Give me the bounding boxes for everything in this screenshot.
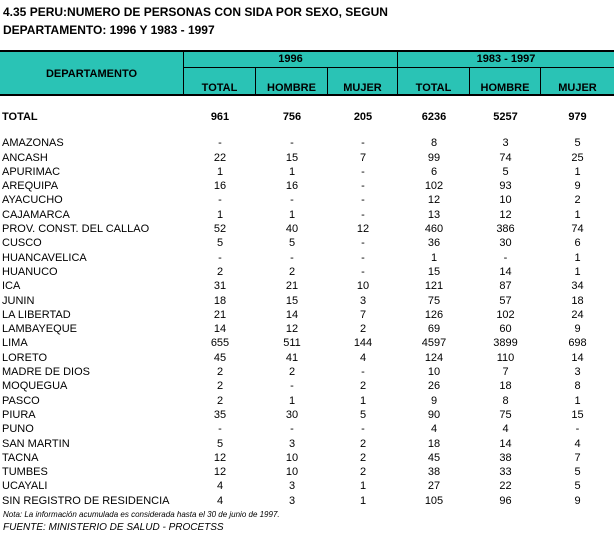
table-cell: 1 — [574, 394, 581, 407]
footnote: Nota: La información acumulada es considerada hasta el 30 de junio de 1997. — [3, 510, 280, 519]
table-cell: 30 — [499, 237, 512, 250]
table-cell: - — [361, 194, 365, 207]
table-cell: 655 — [210, 337, 230, 350]
table-cell: 27 — [427, 480, 441, 493]
table-cell: 18 — [499, 380, 512, 393]
department-name: TUMBES — [2, 466, 48, 479]
table-cell: - — [361, 208, 365, 221]
table-row — [0, 294, 614, 308]
table-cell: 3 — [574, 366, 581, 379]
table-cell: 2 — [288, 366, 296, 379]
table-row — [0, 394, 614, 408]
table-cell: 52 — [213, 223, 227, 236]
table-cell: - — [290, 380, 294, 393]
department-name: LIMA — [2, 337, 28, 350]
table-cell: - — [290, 423, 294, 436]
table-cell: 93 — [499, 180, 512, 193]
table-cell: 460 — [424, 223, 444, 236]
table-cell: - — [218, 194, 222, 207]
table-cell: 126 — [424, 308, 444, 321]
table-cell: 2 — [359, 437, 367, 450]
table-cell: 14 — [213, 323, 227, 336]
table-cell: 45 — [213, 351, 227, 364]
table-row — [0, 408, 614, 422]
table-cell: 3 — [288, 494, 296, 507]
table-cell: 21 — [285, 280, 299, 293]
table-row — [0, 365, 614, 379]
table-row — [0, 379, 614, 393]
table-row — [0, 308, 614, 322]
table-cell: 45 — [427, 451, 441, 464]
table-cell: 1 — [574, 165, 581, 178]
table-cell: - — [290, 194, 294, 207]
table-cell: 1 — [359, 494, 367, 507]
table-cell: 1 — [359, 394, 367, 407]
table-cell: 1 — [574, 265, 581, 278]
table-cell: - — [361, 423, 365, 436]
table-cell: 1 — [574, 208, 581, 221]
table-cell: 60 — [499, 323, 512, 336]
department-name: MOQUEGUA — [2, 380, 68, 393]
table-title-line-1: 4.35 PERU:NUMERO DE PERSONAS CON SIDA POR SEXO, SEGUN — [3, 5, 388, 19]
table-cell: 6 — [574, 237, 581, 250]
table-cell: 4 — [359, 351, 367, 364]
table-cell: 5 — [574, 466, 581, 479]
table-row — [0, 179, 614, 193]
department-name: JUNIN — [2, 294, 35, 307]
table-cell: 15 — [427, 265, 441, 278]
table-row — [0, 136, 614, 150]
table-cell: 2 — [216, 380, 224, 393]
table-cell: 33 — [499, 466, 512, 479]
table-cell: 10 — [285, 451, 299, 464]
department-name: PASCO — [2, 394, 40, 407]
table-cell: 10 — [499, 194, 512, 207]
table-cell: 36 — [427, 237, 441, 250]
table-cell: - — [361, 251, 365, 264]
total-1996-total: 961 — [210, 111, 230, 123]
table-cell: 18 — [427, 437, 441, 450]
department-name: SIN REGISTRO DE RESIDENCIA — [2, 494, 170, 507]
table-cell: 22 — [499, 480, 512, 493]
table-row — [0, 208, 614, 222]
table-cell: 90 — [427, 408, 441, 421]
header-group-1983-1997: 1983 - 1997 — [476, 53, 536, 65]
table-row — [0, 193, 614, 207]
table-cell: 18 — [571, 294, 584, 307]
table-cell: - — [575, 423, 580, 436]
header-mujer-1996: MUJER — [343, 82, 382, 94]
table-row — [0, 236, 614, 250]
department-name: LAMBAYEQUE — [2, 323, 77, 336]
table-cell: - — [361, 237, 365, 250]
table-row — [0, 336, 614, 350]
total-1996-mujer: 205 — [353, 111, 373, 123]
table-cell: 7 — [359, 308, 367, 321]
table-cell: 10 — [285, 466, 299, 479]
department-name: LORETO — [2, 351, 48, 364]
table-cell: 34 — [571, 280, 584, 293]
department-name: ICA — [2, 280, 21, 293]
table-cell: 5 — [359, 408, 367, 421]
header-total-1983-1997: TOTAL — [415, 82, 452, 94]
spacer-row — [0, 124, 614, 136]
table-cell: 8 — [430, 137, 438, 150]
table-cell: 35 — [213, 408, 227, 421]
table-row — [0, 451, 614, 465]
table-cell: 40 — [285, 223, 299, 236]
table-cell: 5 — [216, 237, 224, 250]
table-cell: 5 — [574, 480, 581, 493]
table-cell: 1 — [288, 208, 296, 221]
table-cell: 38 — [427, 466, 441, 479]
table-cell: 15 — [285, 151, 299, 164]
table-cell: 15 — [285, 294, 299, 307]
table-cell: 41 — [285, 351, 299, 364]
table-cell: 3899 — [493, 337, 518, 350]
table-cell: 13 — [427, 208, 441, 221]
table-cell: 1 — [359, 480, 367, 493]
table-cell: 7 — [502, 366, 509, 379]
table-row — [0, 494, 614, 508]
table-cell: 25 — [571, 151, 584, 164]
table-cell: 4 — [502, 423, 509, 436]
table-cell: 14 — [571, 351, 584, 364]
table-cell: 4 — [216, 494, 224, 507]
total-acum-total: 6236 — [421, 111, 447, 123]
table-cell: 99 — [427, 151, 441, 164]
table-cell: 2 — [216, 265, 224, 278]
table-cell: 21 — [213, 308, 227, 321]
table-cell: 87 — [499, 280, 512, 293]
table-cell: 2 — [359, 323, 367, 336]
department-name: LA LIBERTAD — [2, 308, 71, 321]
header-hombre-1983-1997: HOMBRE — [480, 82, 530, 94]
table-cell: 110 — [496, 351, 515, 364]
table-row — [0, 279, 614, 293]
total-acum-mujer: 979 — [568, 111, 587, 123]
table-cell: 12 — [499, 208, 512, 221]
table-cell: 102 — [496, 308, 515, 321]
table-row — [0, 351, 614, 365]
table-row — [0, 422, 614, 436]
table-cell: 9 — [574, 180, 581, 193]
table-cell: 105 — [424, 494, 444, 507]
table-cell: 2 — [216, 394, 224, 407]
table-cell: 22 — [213, 151, 227, 164]
table-cell: 38 — [499, 451, 512, 464]
table-cell: 1 — [288, 165, 296, 178]
table-cell: 12 — [285, 323, 299, 336]
table-cell: 14 — [499, 437, 512, 450]
table-cell: 2 — [359, 466, 367, 479]
table-cell: - — [361, 165, 365, 178]
table-cell: 15 — [571, 408, 584, 421]
table-cell: 1 — [216, 165, 224, 178]
table-cell: 10 — [427, 366, 441, 379]
table-cell: 3 — [288, 437, 296, 450]
table-header — [0, 50, 614, 96]
table-row — [0, 479, 614, 493]
table-cell: 31 — [213, 280, 227, 293]
department-name: HUANUCO — [2, 265, 58, 278]
table-row — [0, 265, 614, 279]
table-cell: - — [361, 180, 365, 193]
table-cell: 4597 — [421, 337, 447, 350]
table-cell: 75 — [427, 294, 441, 307]
table-cell: 12 — [427, 194, 441, 207]
department-name: PUNO — [2, 423, 34, 436]
table-cell: 12 — [213, 466, 227, 479]
table-cell: 14 — [285, 308, 299, 321]
department-name: AREQUIPA — [2, 180, 59, 193]
department-name: AYACUCHO — [2, 194, 63, 207]
table-cell: 96 — [499, 494, 512, 507]
table-row — [0, 465, 614, 479]
department-name: MADRE DE DIOS — [2, 366, 91, 379]
table-cell: 5 — [574, 137, 581, 150]
table-cell: 4 — [574, 437, 581, 450]
data-table — [0, 110, 614, 508]
table-row — [0, 151, 614, 165]
header-total-1996: TOTAL — [201, 82, 238, 94]
table-row — [0, 165, 614, 179]
table-cell: 7 — [359, 151, 367, 164]
table-cell: 4 — [216, 480, 224, 493]
table-cell: - — [290, 251, 294, 264]
total-label: TOTAL — [2, 111, 38, 123]
table-cell: 7 — [574, 451, 581, 464]
department-name: ANCASH — [2, 151, 48, 164]
table-cell: 30 — [285, 408, 299, 421]
table-cell: 3 — [359, 294, 367, 307]
department-name: HUANCAVELICA — [2, 251, 87, 264]
table-cell: - — [503, 251, 508, 264]
header-departamento: DEPARTAMENTO — [45, 68, 138, 80]
table-cell: 26 — [427, 380, 441, 393]
table-cell: 75 — [499, 408, 512, 421]
table-cell: - — [361, 265, 365, 278]
source-line: FUENTE: MINISTERIO DE SALUD - PROCETSS — [3, 522, 224, 533]
table-cell: 2 — [288, 265, 296, 278]
table-cell: - — [218, 251, 222, 264]
department-name: CUSCO — [2, 237, 42, 250]
table-cell: 6 — [430, 165, 438, 178]
table-cell: 4 — [430, 423, 438, 436]
department-name: PIURA — [2, 408, 36, 421]
table-cell: 8 — [502, 394, 509, 407]
table-cell: 3 — [502, 137, 509, 150]
table-cell: 102 — [424, 180, 444, 193]
table-cell: 16 — [213, 180, 227, 193]
department-name: TACNA — [2, 451, 39, 464]
table-cell: - — [361, 137, 365, 150]
table-cell: 5 — [216, 437, 224, 450]
table-cell: 12 — [213, 451, 227, 464]
total-row — [0, 110, 614, 124]
department-name: SAN MARTIN — [2, 437, 70, 450]
table-cell: 3 — [288, 480, 296, 493]
department-name: AMAZONAS — [2, 137, 64, 150]
table-title-line-2: DEPARTAMENTO: 1996 Y 1983 - 1997 — [3, 23, 215, 37]
table-cell: 5 — [502, 165, 509, 178]
table-cell: 5 — [288, 237, 296, 250]
table-cell: - — [361, 366, 365, 379]
table-cell: 12 — [356, 223, 370, 236]
table-cell: 69 — [427, 323, 441, 336]
table-cell: 74 — [499, 151, 512, 164]
table-cell: 386 — [496, 223, 515, 236]
table-cell: 2 — [359, 380, 367, 393]
total-acum-hombre: 5257 — [493, 111, 518, 123]
table-cell: - — [218, 137, 222, 150]
department-name: UCAYALI — [2, 480, 48, 493]
header-mujer-1983-1997: MUJER — [558, 82, 597, 94]
table-cell: 2 — [216, 366, 224, 379]
table-cell: 9 — [574, 323, 581, 336]
table-cell: 10 — [356, 280, 370, 293]
table-cell: 2 — [359, 451, 367, 464]
table-cell: 1 — [288, 394, 296, 407]
department-name: APURIMAC — [2, 165, 61, 178]
table-cell: 16 — [285, 180, 299, 193]
table-row — [0, 222, 614, 236]
table-cell: - — [290, 137, 294, 150]
table-cell: 14 — [499, 265, 512, 278]
table-cell: - — [218, 423, 222, 436]
table-cell: 9 — [430, 394, 438, 407]
header-group-1996: 1996 — [278, 53, 303, 65]
table-cell: 74 — [571, 223, 584, 236]
table-row — [0, 322, 614, 336]
table-cell: 8 — [574, 380, 581, 393]
header-hombre-1996: HOMBRE — [267, 82, 316, 94]
table-row — [0, 251, 614, 265]
table-cell: 511 — [283, 337, 301, 350]
table-cell: 1 — [574, 251, 581, 264]
table-cell: 1 — [430, 251, 438, 264]
table-cell: 124 — [424, 351, 444, 364]
table-cell: 2 — [574, 194, 581, 207]
department-name: PROV. CONST. DEL CALLAO — [2, 223, 150, 236]
table-cell: 121 — [424, 280, 444, 293]
table-cell: 18 — [213, 294, 227, 307]
total-1996-hombre: 756 — [282, 111, 302, 123]
table-cell: 9 — [574, 494, 581, 507]
department-name: CAJAMARCA — [2, 208, 70, 221]
table-cell: 24 — [571, 308, 584, 321]
table-row — [0, 437, 614, 451]
table-cell: 698 — [568, 337, 587, 350]
table-cell: 144 — [353, 337, 373, 350]
table-cell: 1 — [216, 208, 224, 221]
table-cell: 57 — [499, 294, 512, 307]
